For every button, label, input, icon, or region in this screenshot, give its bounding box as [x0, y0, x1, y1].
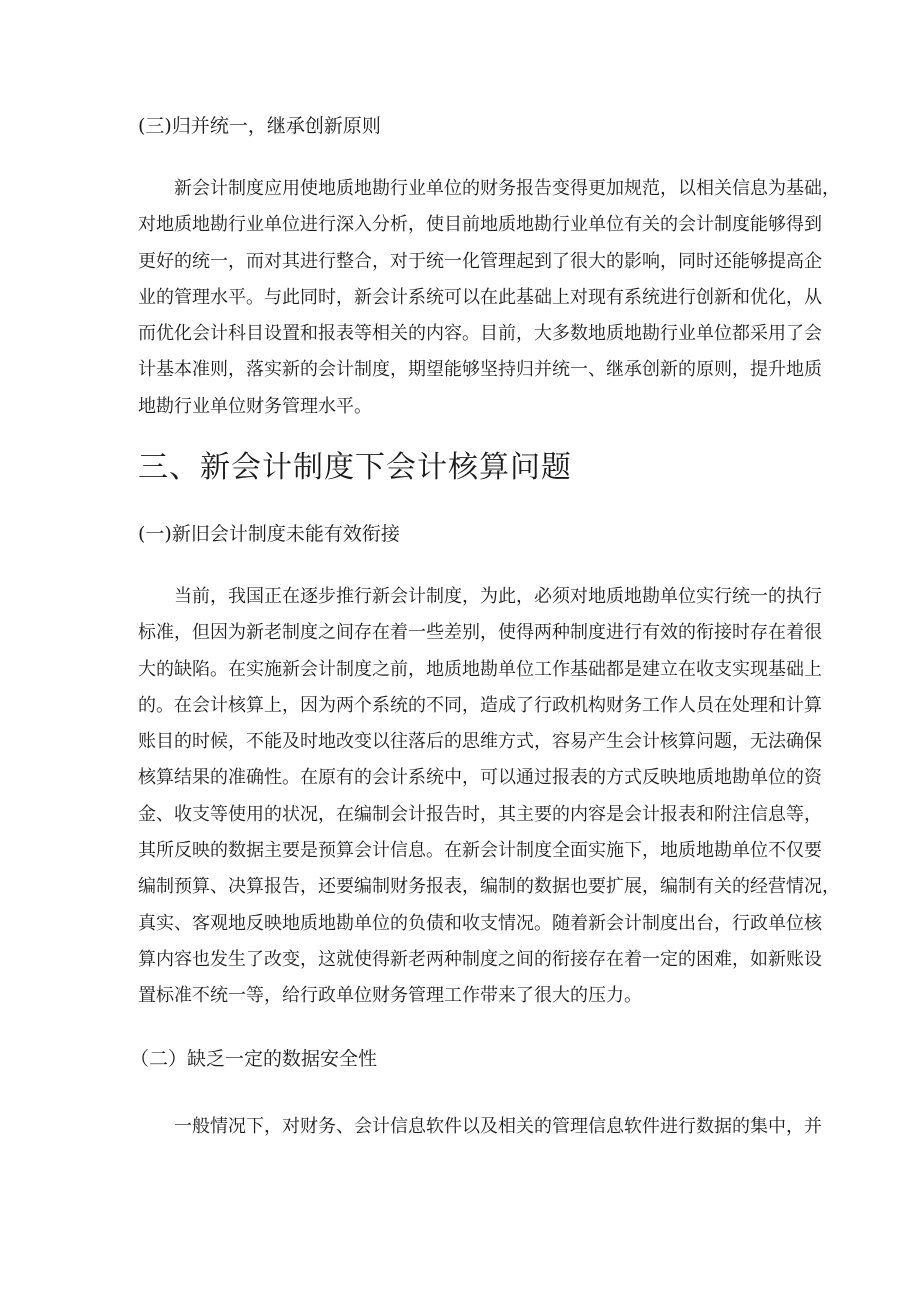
- paragraph-transition: [138, 579, 840, 1015]
- section-heading-3: (三)归并统一，继承创新原则: [138, 115, 381, 137]
- paragraph-line: 而优化会计科目设置和报表等相关的内容。目前，大多数地质地勘行业单位都采用了会: [138, 323, 822, 345]
- paragraph-line: 更好的统一，而对其进行整合，对于统一化管理起到了很大的影响，同时还能够提高企: [138, 250, 822, 272]
- paragraph-line: 其所反映的数据主要是预算会计信息。在新会计制度全面实施下，地质地勘单位不仅要: [138, 840, 822, 862]
- paragraph-line: 的。在会计核算上，因为两个系统的不同，造成了行政机构财务工作人员在处理和计算: [138, 694, 822, 716]
- paragraph-line: 地勘行业单位财务管理水平。: [138, 395, 372, 417]
- section-heading-2: （二）缺乏一定的数据安全性: [130, 1048, 378, 1070]
- paragraph-line: 置标准不统一等，给行政单位财务管理工作带来了很大的压力。: [138, 985, 642, 1007]
- paragraph-data-security: [138, 1109, 822, 1145]
- paragraph-line: 账目的时候，不能及时地改变以往落后的思维方式，容易产生会计核算问题，无法确保: [138, 731, 822, 753]
- paragraph-line: 新会计制度应用使地质地勘行业单位的财务报告变得更加规范，以相关信息为基础，: [174, 178, 840, 199]
- paragraph-line: 一般情况下，对财务、会计信息软件以及相关的管理信息软件进行数据的集中，并: [174, 1116, 822, 1137]
- paragraph-line: 编制预算、决算报告，还要编制财务报表，编制的数据也要扩展，编制有关的经营情况，: [138, 876, 840, 898]
- paragraph-line: 对地质地勘行业单位进行深入分析，使目前地质地勘行业单位有关的会计制度能够得到: [138, 214, 822, 236]
- chapter-heading: 三、新会计制度下会计核算问题: [138, 450, 572, 485]
- paragraph-line: 金、收支等使用的状况，在编制会计报告时，其主要的内容是会计报表和附注信息等，: [138, 803, 822, 825]
- paragraph-line: 标准，但因为新老制度之间存在着一些差别，使得两种制度进行有效的衔接时存在着很: [138, 622, 822, 644]
- paragraph-line: 当前，我国正在逐步推行新会计制度，为此，必须对地质地勘单位实行统一的执行: [174, 586, 822, 607]
- paragraph-line: 核算结果的准确性。在原有的会计系统中，可以通过报表的方式反映地质地勘单位的资: [138, 767, 822, 789]
- paragraph-line: 业的管理水平。与此同时，新会计系统可以在此基础上对现有系统进行创新和优化，从: [138, 286, 822, 308]
- paragraph-line: 真实、客观地反映地质地勘单位的负债和收支情况。随着新会计制度出台，行政单位核: [138, 912, 822, 934]
- paragraph-principle: [138, 171, 840, 425]
- section-heading-1: (一)新旧会计制度未能有效衔接: [138, 523, 400, 545]
- paragraph-line: 大的缺陷。在实施新会计制度之前，地质地勘单位工作基础都是建立在收支实现基础上: [138, 658, 822, 680]
- paragraph-line: 算内容也发生了改变，这就使得新老两种制度之间的衔接存在着一定的困难，如新账设: [138, 948, 822, 970]
- paragraph-line: 计基本准则，落实新的会计制度，期望能够坚持归并统一、继承创新的原则，提升地质: [138, 359, 822, 381]
